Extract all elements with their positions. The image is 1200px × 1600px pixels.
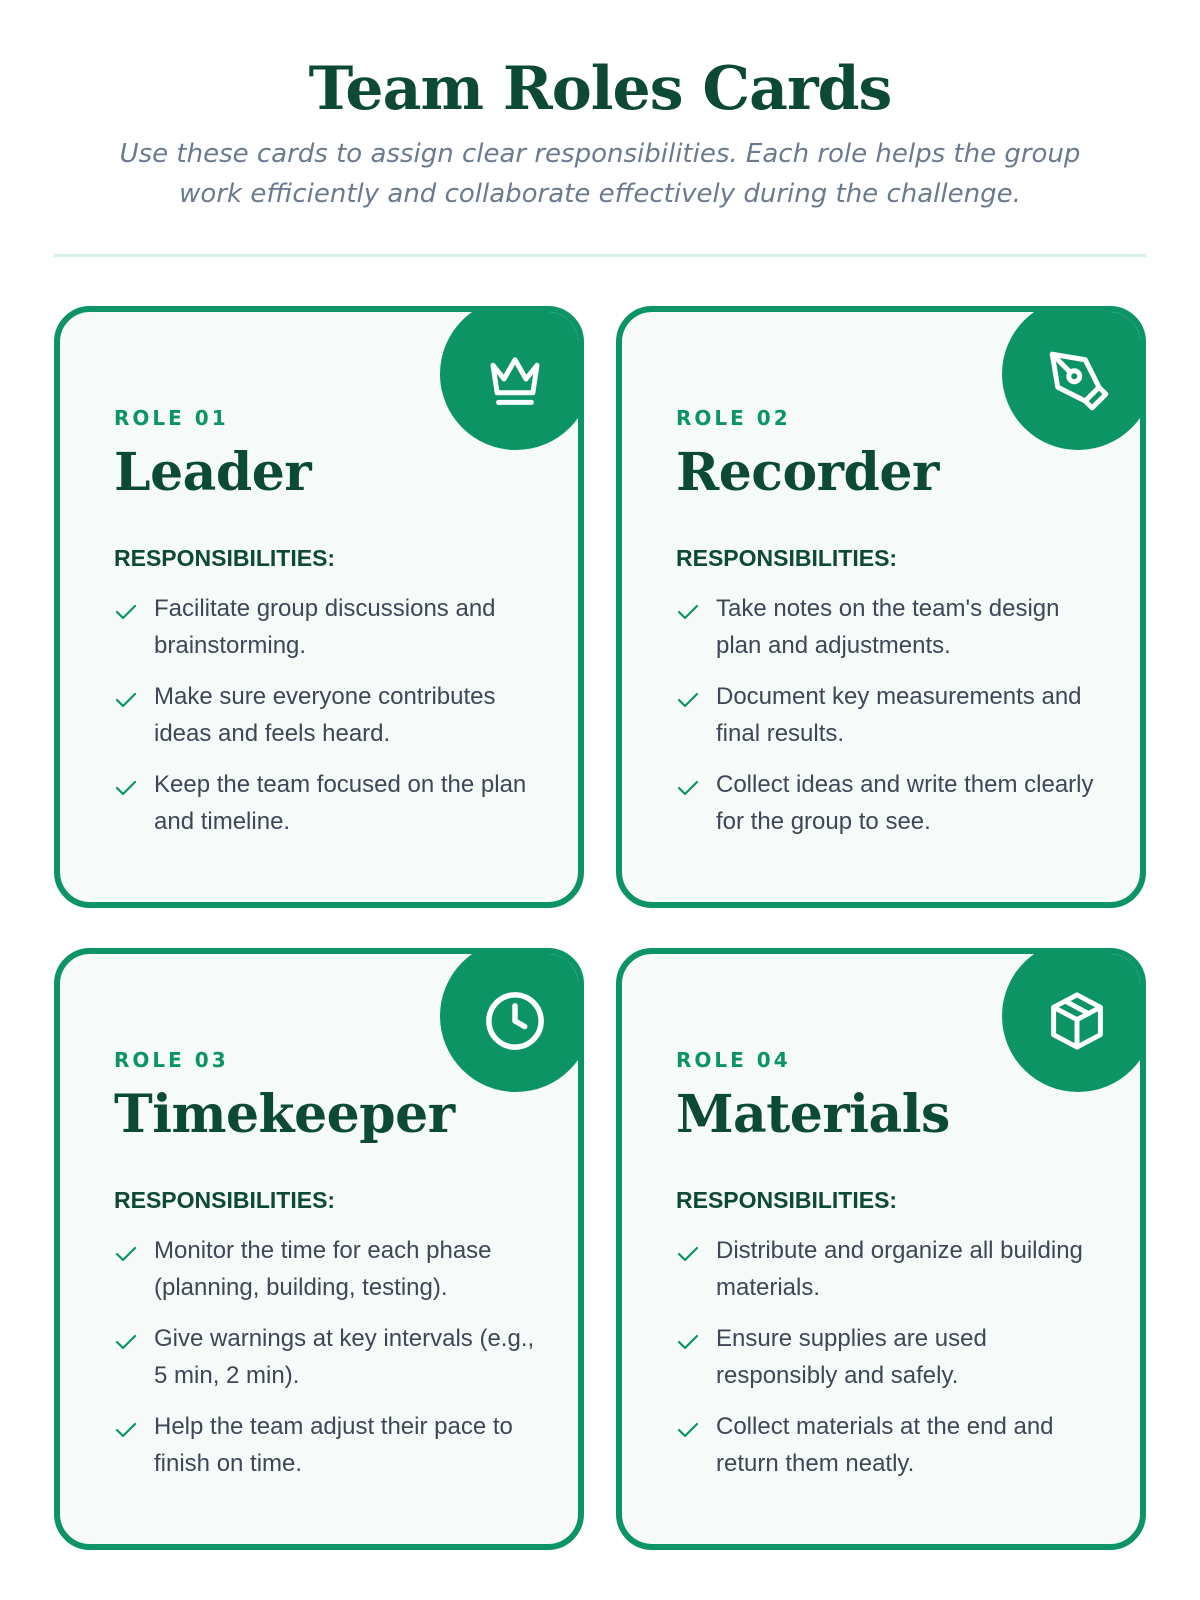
role-name: Leader bbox=[114, 442, 312, 503]
crown-icon bbox=[482, 346, 548, 412]
page-subtitle: Use these cards to assign clear responsibilities. Each role helps the group work efficiently and collaborate effectively during the challenge. bbox=[119, 139, 1081, 209]
check-icon bbox=[114, 1420, 138, 1440]
pen-icon bbox=[1044, 346, 1110, 412]
responsibility-item bbox=[676, 1408, 1106, 1482]
responsibilities-list bbox=[676, 1232, 1106, 1496]
check-icon bbox=[676, 1420, 700, 1440]
role-card-materials bbox=[616, 948, 1146, 1550]
responsibility-item bbox=[114, 1232, 544, 1306]
responsibility-item bbox=[114, 766, 544, 840]
role-name: Recorder bbox=[676, 442, 939, 503]
role-number: ROLE 04 bbox=[676, 1048, 791, 1072]
check-icon bbox=[114, 778, 138, 798]
responsibility-text: Take notes on the team's design plan and adjustments. bbox=[716, 595, 1060, 659]
responsibility-text: Give warnings at key intervals (e.g., 5 min, 2 min). bbox=[154, 1325, 535, 1389]
responsibilities-heading: RESPONSIBILITIES: bbox=[114, 1187, 336, 1213]
role-card-timekeeper bbox=[54, 948, 584, 1550]
responsibilities-heading: RESPONSIBILITIES: bbox=[676, 1187, 898, 1213]
responsibility-text: Facilitate group discussions and brainstorming. bbox=[154, 595, 496, 659]
clock-icon bbox=[482, 988, 548, 1054]
responsibility-text: Document key measurements and final results. bbox=[716, 683, 1082, 747]
page-title: Team Roles Cards bbox=[308, 54, 892, 124]
role-number: ROLE 03 bbox=[114, 1048, 229, 1072]
role-badge bbox=[440, 306, 584, 450]
role-card-recorder bbox=[616, 306, 1146, 908]
role-badge bbox=[1002, 306, 1146, 450]
check-icon bbox=[676, 1332, 700, 1352]
check-icon bbox=[676, 690, 700, 710]
role-number: ROLE 01 bbox=[114, 406, 229, 430]
responsibility-text: Keep the team focused on the plan and timeline. bbox=[154, 771, 527, 835]
responsibility-item bbox=[676, 590, 1106, 664]
responsibility-item bbox=[114, 678, 544, 752]
responsibility-item bbox=[676, 678, 1106, 752]
role-card-leader bbox=[54, 306, 584, 908]
responsibility-text: Make sure everyone contributes ideas and feels heard. bbox=[154, 683, 496, 747]
role-badge bbox=[440, 948, 584, 1092]
responsibility-item bbox=[114, 590, 544, 664]
responsibility-text: Collect materials at the end and return them neatly. bbox=[716, 1413, 1054, 1477]
role-badge bbox=[1002, 948, 1146, 1092]
check-icon bbox=[114, 1332, 138, 1352]
responsibilities-list bbox=[676, 590, 1106, 854]
role-name: Timekeeper bbox=[114, 1084, 455, 1145]
responsibility-text: Monitor the time for each phase (planning, building, testing). bbox=[154, 1237, 492, 1301]
responsibilities-heading: RESPONSIBILITIES: bbox=[114, 545, 336, 571]
responsibility-item bbox=[676, 1232, 1106, 1306]
responsibilities-list bbox=[114, 590, 544, 854]
role-name: Materials bbox=[676, 1084, 950, 1145]
check-icon bbox=[676, 778, 700, 798]
role-number: ROLE 02 bbox=[676, 406, 791, 430]
responsibility-text: Ensure supplies are used responsibly and safely. bbox=[716, 1325, 987, 1389]
responsibilities-list bbox=[114, 1232, 544, 1496]
responsibility-item bbox=[114, 1408, 544, 1482]
responsibility-text: Distribute and organize all building materials. bbox=[716, 1237, 1083, 1301]
responsibility-item bbox=[114, 1320, 544, 1394]
responsibility-text: Collect ideas and write them clearly for the group to see. bbox=[716, 771, 1094, 835]
responsibility-item bbox=[676, 766, 1106, 840]
check-icon bbox=[114, 602, 138, 622]
check-icon bbox=[114, 690, 138, 710]
responsibility-item bbox=[676, 1320, 1106, 1394]
box-icon bbox=[1044, 988, 1110, 1054]
header-divider bbox=[54, 254, 1146, 257]
check-icon bbox=[676, 602, 700, 622]
responsibilities-heading: RESPONSIBILITIES: bbox=[676, 545, 898, 571]
check-icon bbox=[676, 1244, 700, 1264]
responsibility-text: Help the team adjust their pace to finish on time. bbox=[154, 1413, 513, 1477]
check-icon bbox=[114, 1244, 138, 1264]
